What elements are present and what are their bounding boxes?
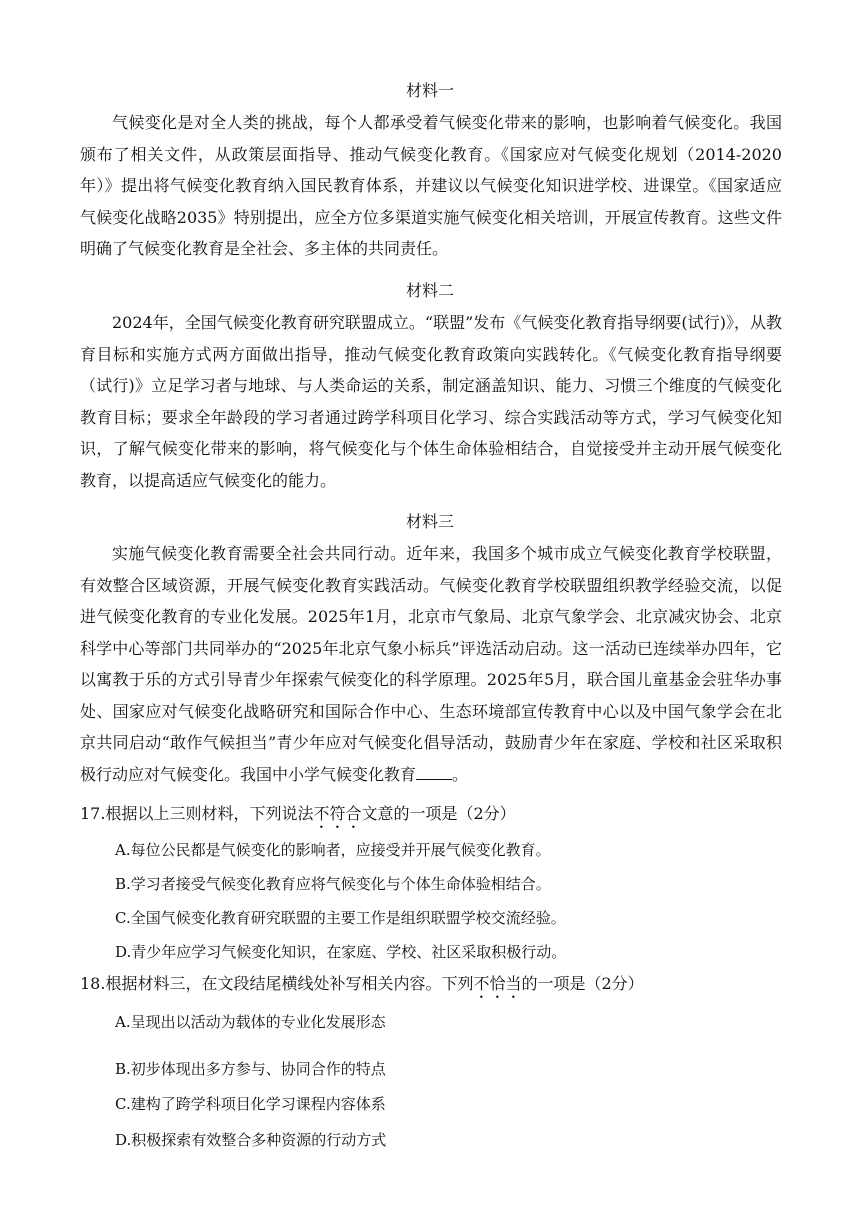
q17-option-c: C.全国气候变化教育研究联盟的主要工作是组织联盟学校交流经验。 [115, 909, 566, 927]
q17-option-b: B.学习者接受气候变化教育应将气候变化与个体生命体验相结合。 [115, 875, 551, 893]
q18-stem-after: 的一项是（2分） [521, 974, 644, 993]
q17-stem-after: 文意的一项是（2分） [361, 804, 516, 823]
question-18-stem [80, 974, 800, 1002]
material2-title: 材料二 [405, 281, 454, 300]
fill-in-blank [416, 765, 452, 780]
q18-option-a: A.呈现出以活动为载体的专业化发展形态 [115, 1013, 386, 1031]
question-17-stem [80, 804, 800, 832]
q17-option-a: A.每位公民都是气候变化的影响者，应接受并开展气候变化教育。 [115, 841, 551, 859]
q18-option-b: B.初步体现出多方参与、协同合作的特点 [115, 1060, 386, 1078]
material1-title: 材料一 [405, 81, 454, 100]
q18-option-c: C.建构了跨学科项目化学习课程内容体系 [115, 1095, 386, 1113]
q17-emphasis: 不符合 [313, 804, 362, 823]
material3-paragraph [80, 538, 782, 790]
q18-option-d: D.积极探索有效整合多种资源的行动方式 [115, 1131, 387, 1149]
q18-emphasis: 不恰当 [473, 974, 522, 993]
material3-title: 材料三 [405, 512, 454, 531]
q17-stem-before: 17.根据以上三则材料，下列说法 [80, 804, 314, 823]
material2-paragraph: 2024年，全国气候变化教育研究联盟成立。“联盟”发布《气候变化教育指导纲要(试行)》，从教育目标和实施方式两方面做出指导，推动气候变化教育政策向实践转化。《气候变化教育指导纲要（试行)》立足学习者与地球、与人类命运的关系，制定涵盖知识、能力、习惯三个维度的气候变化教育目标；要求全年龄段的学习者通过跨学科项目化学习、综合实践活动等方式，学习气候变化知识，了解气候变化带来的影响，将气候变化与个体生命体验相结合，自觉接受并主动开展气候变化教育，以提高适应气候变化的能力。 [80, 313, 782, 490]
q18-stem-before: 18.根据材料三，在文段结尾横线处补写相关内容。下列 [80, 974, 474, 993]
q17-option-d: D.青少年应学习气候变化知识，在家庭、学校、社区采取积极行动。 [115, 943, 567, 961]
material1-paragraph: 气候变化是对全人类的挑战，每个人都承受着气候变化带来的影响，也影响着气候变化。我国颁布了相关文件，从政策层面指导、推动气候变化教育。《国家应对气候变化规划（2014-2020年）》提出将气候变化教育纳入国民教育体系，并建议以气候变化知识进学校、进课堂。《国家适应气候变化战略2035》特别提出，应全方位多渠道实施气候变化相关培训，开展宣传教育。这些文件明确了气候变化教育是全社会、多主体的共同责任。 [80, 113, 782, 258]
material3-text: 实施气候变化教育需要全社会共同行动。近年来，我国多个城市成立气候变化教育学校联盟，有效整合区域资源，开展气候变化教育实践活动。气候变化教育学校联盟组织教学经验交流，以促进气候变化教育的专业化发展。2025年1月，北京市气象局、北京气象学会、北京减灾协会、北京科学中心等部门共同举办的“2025年北京气象小标兵”评选活动启动。这一活动已连续举办四年，它以寓教于乐的方式引导青少年探索气候变化的科学原理。2025年5月，联合国儿童基金会驻华办事处、国家应对气候变化战略研究和国际合作中心、生态环境部宣传教育中心以及中国气象学会在北京共同启动“敢作气候担当”青少年应对气候变化倡导活动，鼓励青少年在家庭、学校和社区采取积极行动应对气候变化。我国中小学气候变化教育 [80, 544, 782, 784]
material3-end: 。 [452, 764, 469, 784]
